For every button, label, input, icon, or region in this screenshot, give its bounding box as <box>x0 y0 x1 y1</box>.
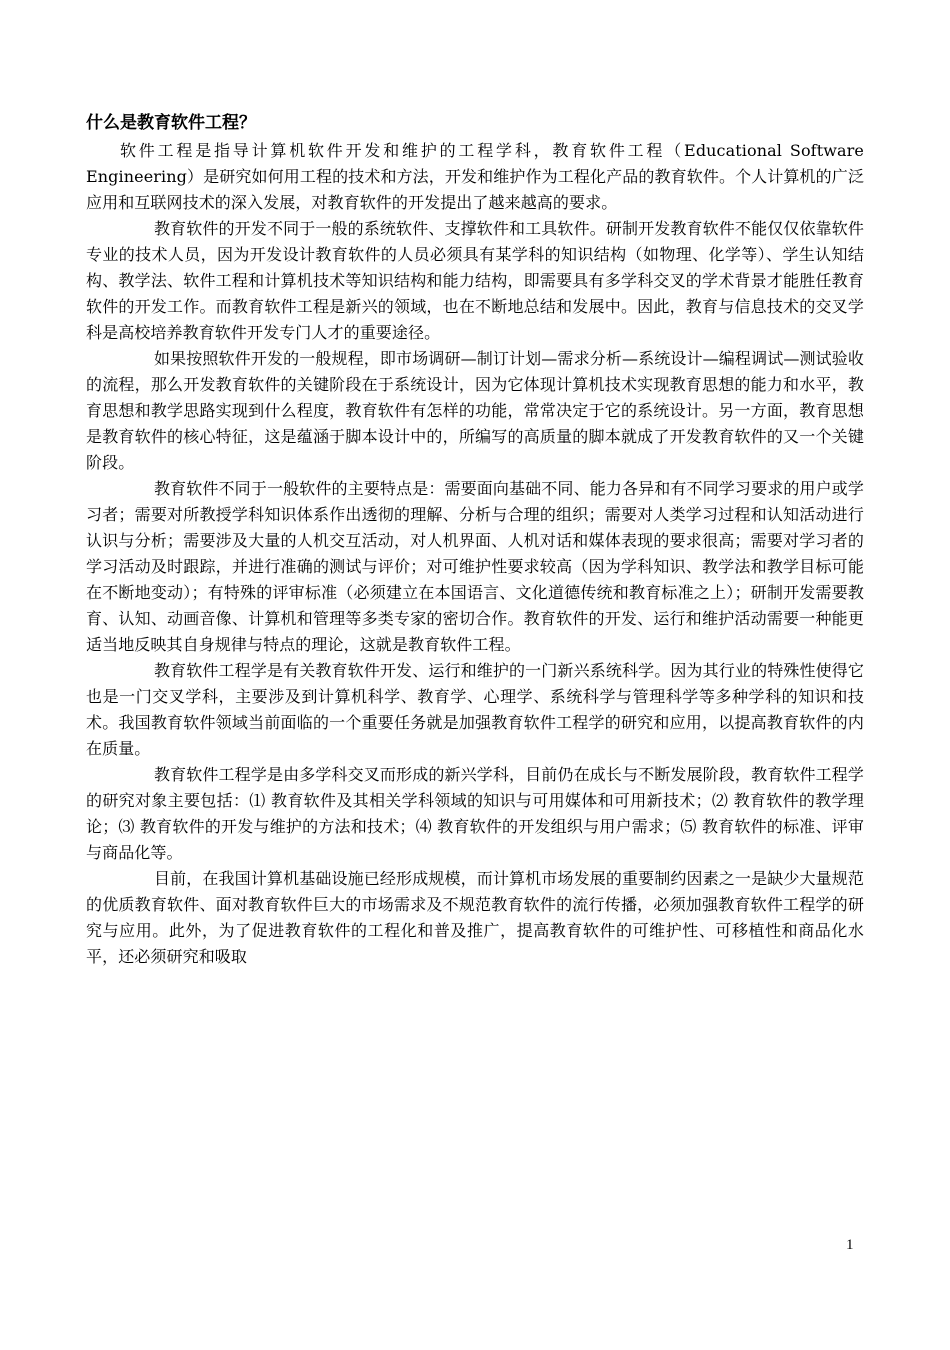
paragraph-4: 教育软件不同于一般软件的主要特点是：需要面向基础不同、能力各异和有不同学习要求的用户或学习者；需要对所教授学科知识体系作出透彻的理解、分析与合理的组织；需要对人类学习过程和认知活动进行认识与分析；需要涉及大量的人机交互活动，对人机界面、人机对话和媒体表现的要求很高；需要对学习者的学习活动及时跟踪，并进行准确的测试与评价；对可维护性要求较高（因为学科知识、教学法和教学目标可能在不断地变动）；有特殊的评审标准（必须建立在本国语言、文化道德传统和教育标准之上）；研制开发需要教育、认知、动画音像、计算机和管理等多类专家的密切合作。教育软件的开发、运行和维护活动需要一种能更适当地反映其自身规律与特点的理论，这就是教育软件工程。 <box>86 479 864 654</box>
page-number: 1 <box>846 1237 854 1253</box>
section-heading: 什么是教育软件工程？ <box>86 113 256 133</box>
paragraph-5: 教育软件工程学是有关教育软件开发、运行和维护的一门新兴系统科学。因为其行业的特殊性使得它也是一门交叉学科，主要涉及到计算机科学、教育学、心理学、系统科学与管理科学等多种学科的知识和技术。我国教育软件领域当前面临的一个重要任务就是加强教育软件工程学的研究和应用，以提高教育软件的内在质量。 <box>86 661 864 758</box>
paragraph-7: 目前，在我国计算机基础设施已经形成规模，而计算机市场发展的重要制约因素之一是缺少大量规范的优质教育软件、面对教育软件巨大的市场需求及不规范教育软件的流行传播，必须加强教育软件工程学的研究与应用。此外，为了促进教育软件的工程化和普及推广，提高教育软件的可维护性、可移植性和商品化水平，还必须研究和吸取 <box>86 869 864 966</box>
paragraph-2: 教育软件的开发不同于一般的系统软件、支撑软件和工具软件。研制开发教育软件不能仅仅依靠软件专业的技术人员，因为开发设计教育软件的人员必须具有某学科的知识结构（如物理、化学等）、学生认知结构、教学法、软件工程和计算机技术等知识结构和能力结构，即需要具有多学科交叉的学术背景才能胜任教育软件的开发工作。而教育软件工程是新兴的领域，也在不断地总结和发展中。因此，教育与信息技术的交叉学科是高校培养教育软件开发专门人才的重要途径。 <box>86 219 864 342</box>
paragraph-1: 软件工程是指导计算机软件开发和维护的工程学科，教育软件工程（Educational Software Engineering）是研究如何用工程的技术和方法，开发和维护作为工程化产品的教育软件。个人计算机的广泛应用和互联网技术的深入发展，对教育软件的开发提出了越来越高的要求。 <box>86 141 864 212</box>
paragraph-3: 如果按照软件开发的一般规程，即市场调研—制订计划—需求分析—系统设计—编程调试—测试验收的流程，那么开发教育软件的关键阶段在于系统设计，因为它体现计算机技术实现教育思想的能力和水平，教育思想和教学思路实现到什么程度，教育软件有怎样的功能，常常决定于它的系统设计。另一方面，教育思想是教育软件的核心特征，这是蕴涵于脚本设计中的，所编写的高质量的脚本就成了开发教育软件的又一个关键阶段。 <box>86 349 864 472</box>
paragraph-6: 教育软件工程学是由多学科交叉而形成的新兴学科，目前仍在成长与不断发展阶段，教育软件工程学的研究对象主要包括：⑴ 教育软件及其相关学科领域的知识与可用媒体和可用新技术；⑵ 教育软件的教学理论；⑶ 教育软件的开发与维护的方法和技术；⑷ 教育软件的开发组织与用户需求；⑸ 教育软件的标准、评审与商品化等。 <box>86 765 864 862</box>
document-body <box>86 110 864 970</box>
